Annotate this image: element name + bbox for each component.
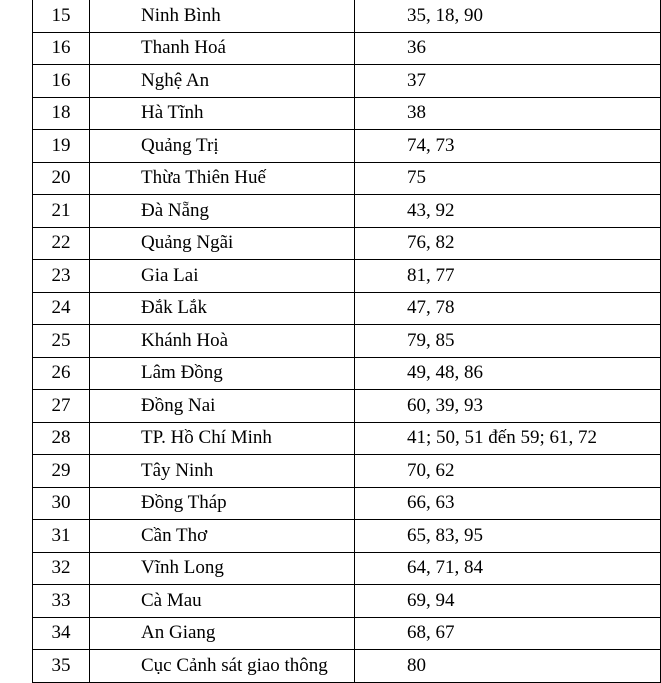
table-row	[33, 650, 661, 683]
row-number-cell: 31	[33, 520, 90, 553]
row-number-cell: 18	[33, 97, 90, 130]
row-number-cell: 32	[33, 552, 90, 585]
province-name-cell: Đồng Tháp	[90, 487, 355, 520]
plate-codes-cell: 38	[355, 97, 661, 130]
plate-codes-cell: 47, 78	[355, 292, 661, 325]
province-name-cell: Đồng Nai	[90, 390, 355, 423]
table-row	[33, 32, 661, 65]
plate-codes-cell: 37	[355, 65, 661, 98]
province-name-cell: An Giang	[90, 617, 355, 650]
province-name-cell: Tây Ninh	[90, 455, 355, 488]
plate-codes-cell: 65, 83, 95	[355, 520, 661, 553]
row-number-cell: 21	[33, 195, 90, 228]
plate-codes-cell: 81, 77	[355, 260, 661, 293]
table-row	[33, 97, 661, 130]
province-name-cell: Gia Lai	[90, 260, 355, 293]
row-number-cell: 24	[33, 292, 90, 325]
province-name-cell: Quảng Ngãi	[90, 227, 355, 260]
table-row	[33, 65, 661, 98]
row-number-cell: 26	[33, 357, 90, 390]
province-name-cell: Đà Nẵng	[90, 195, 355, 228]
row-number-cell: 28	[33, 422, 90, 455]
table-row	[33, 130, 661, 163]
plate-codes-cell: 75	[355, 162, 661, 195]
province-name-cell: Cục Cảnh sát giao thông	[90, 650, 355, 683]
province-name-cell: TP. Hồ Chí Minh	[90, 422, 355, 455]
table-row	[33, 455, 661, 488]
row-number-cell: 33	[33, 585, 90, 618]
province-name-cell: Nghệ An	[90, 65, 355, 98]
row-number-cell: 25	[33, 325, 90, 358]
table-row	[33, 390, 661, 423]
plate-codes-cell: 60, 39, 93	[355, 390, 661, 423]
table-row	[33, 227, 661, 260]
province-name-cell: Vĩnh Long	[90, 552, 355, 585]
row-number-cell: 30	[33, 487, 90, 520]
province-name-cell: Lâm Đồng	[90, 357, 355, 390]
row-number-cell: 16	[33, 65, 90, 98]
row-number-cell: 16	[33, 32, 90, 65]
province-name-cell: Thừa Thiên Huế	[90, 162, 355, 195]
table-row	[33, 520, 661, 553]
plate-codes-cell: 64, 71, 84	[355, 552, 661, 585]
province-name-cell: Ninh Bình	[90, 0, 355, 32]
license-plate-table	[32, 0, 661, 683]
plate-codes-cell: 49, 48, 86	[355, 357, 661, 390]
province-name-cell: Khánh Hoà	[90, 325, 355, 358]
province-name-cell: Thanh Hoá	[90, 32, 355, 65]
table-row	[33, 260, 661, 293]
row-number-cell: 27	[33, 390, 90, 423]
province-name-cell: Cần Thơ	[90, 520, 355, 553]
plate-codes-cell: 43, 92	[355, 195, 661, 228]
row-number-cell: 22	[33, 227, 90, 260]
table-row	[33, 162, 661, 195]
plate-codes-cell: 68, 67	[355, 617, 661, 650]
plate-codes-cell: 74, 73	[355, 130, 661, 163]
table-row	[33, 585, 661, 618]
plate-codes-cell: 79, 85	[355, 325, 661, 358]
table-row	[33, 0, 661, 32]
province-name-cell: Cà Mau	[90, 585, 355, 618]
plate-codes-cell: 80	[355, 650, 661, 683]
row-number-cell: 34	[33, 617, 90, 650]
table-row	[33, 617, 661, 650]
row-number-cell: 35	[33, 650, 90, 683]
table-row	[33, 552, 661, 585]
table-row	[33, 422, 661, 455]
row-number-cell: 29	[33, 455, 90, 488]
table-row	[33, 325, 661, 358]
table-row	[33, 357, 661, 390]
plate-codes-cell: 69, 94	[355, 585, 661, 618]
plate-codes-cell: 66, 63	[355, 487, 661, 520]
table-row	[33, 292, 661, 325]
row-number-cell: 19	[33, 130, 90, 163]
plate-codes-cell: 41; 50, 51 đến 59; 61, 72	[355, 422, 661, 455]
plate-codes-cell: 76, 82	[355, 227, 661, 260]
province-name-cell: Hà Tĩnh	[90, 97, 355, 130]
province-name-cell: Đắk Lắk	[90, 292, 355, 325]
table-body	[33, 0, 661, 682]
table-row	[33, 195, 661, 228]
row-number-cell: 23	[33, 260, 90, 293]
province-name-cell: Quảng Trị	[90, 130, 355, 163]
row-number-cell: 20	[33, 162, 90, 195]
table-row	[33, 487, 661, 520]
plate-codes-cell: 36	[355, 32, 661, 65]
plate-codes-cell: 70, 62	[355, 455, 661, 488]
row-number-cell: 15	[33, 0, 90, 32]
plate-codes-cell: 35, 18, 90	[355, 0, 661, 32]
